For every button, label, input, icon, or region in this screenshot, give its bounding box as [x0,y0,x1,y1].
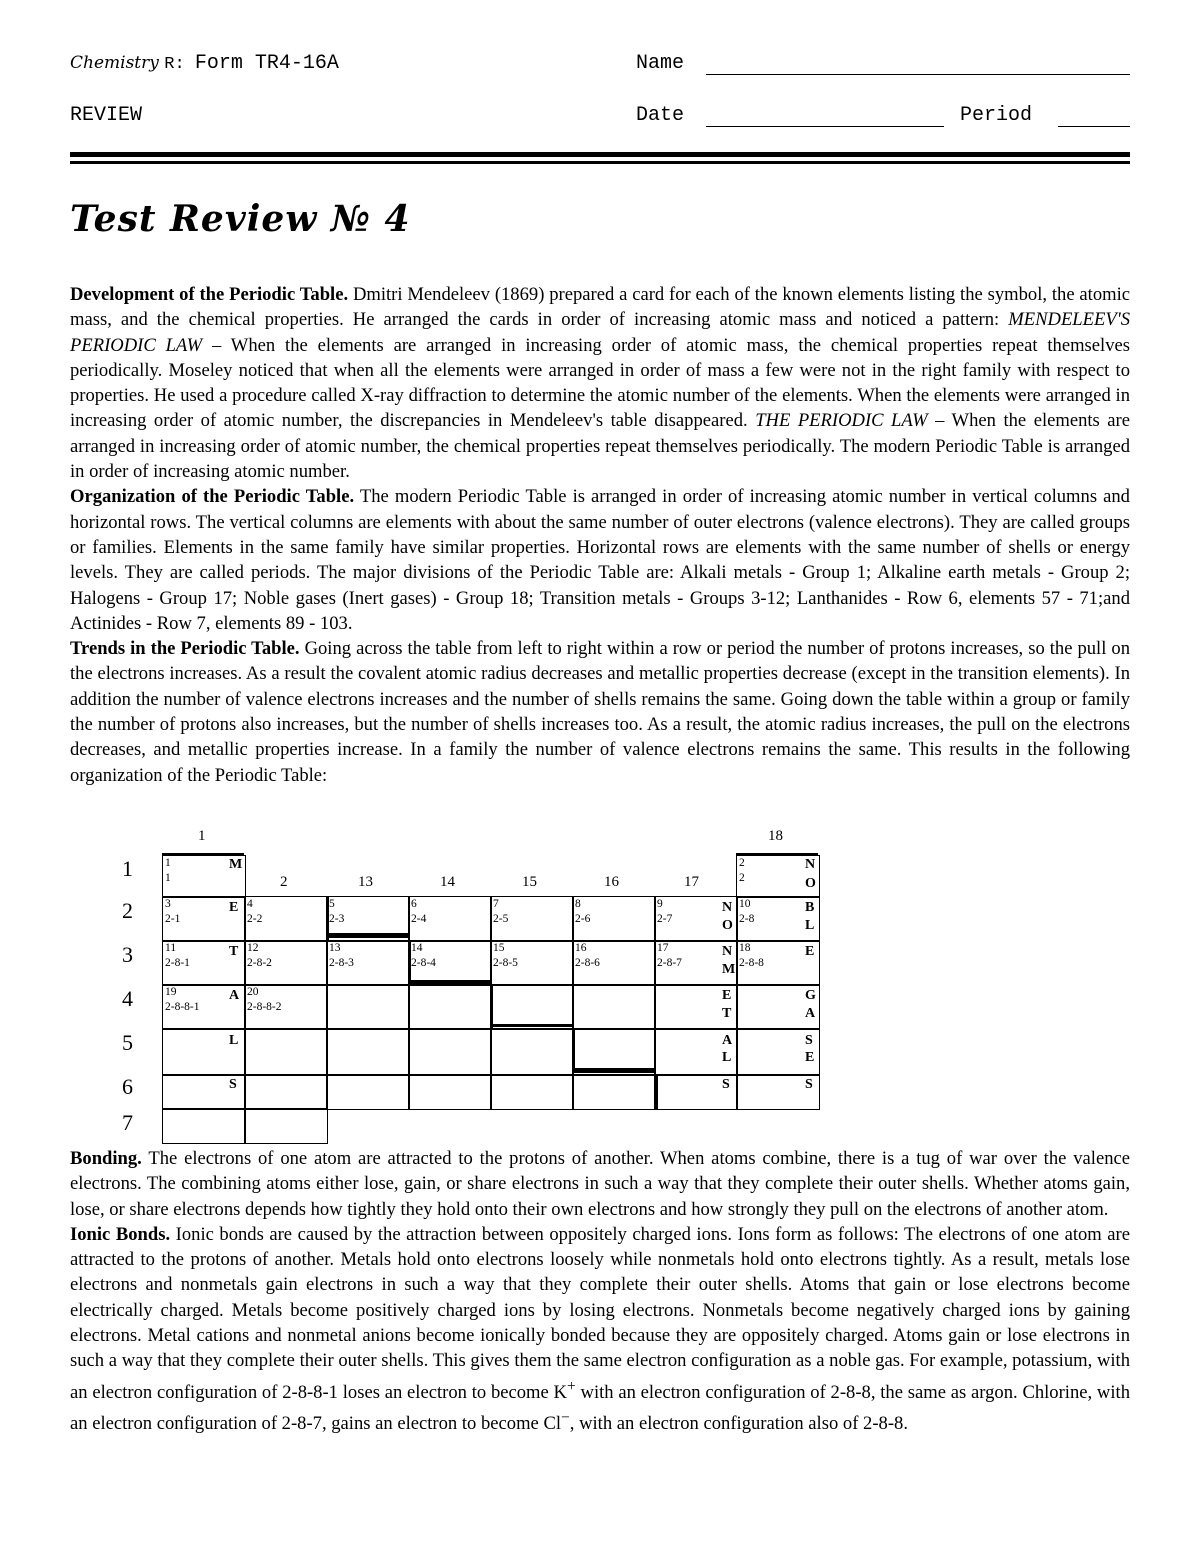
empty-cell [326,1074,410,1110]
atomic-number: 19 [165,986,177,998]
page-title: Test Review № 4 [70,198,411,240]
side-letter-nonmetals: M [722,962,736,977]
cl-minus-charge: − [561,1409,570,1427]
side-letter-nonmetals: E [722,988,732,1003]
element-cell-8 [572,896,656,942]
side-letter-nonmetals: L [722,1050,732,1065]
side-letter-metals: L [229,1033,239,1048]
atomic-number: 14 [411,942,423,954]
form-code: Form TR4-16A [194,52,339,75]
noble-boundary-top [736,853,818,856]
course-line: Chemistry R: Form TR4-16A [70,52,339,75]
atomic-number: 1 [165,857,171,869]
date-label: Date [636,104,685,127]
element-cell-7 [490,896,574,942]
atomic-number: 20 [247,986,259,998]
side-letter-noble-gases: S [805,1033,813,1048]
electron-configuration: 2 [739,872,745,884]
mendeleev-law: MENDELEEV'S PERIODIC LAW [70,309,1130,356]
side-letter-nonmetals: N [722,944,733,959]
atomic-number: 3 [165,898,171,910]
side-letter-nonmetals: N [722,900,733,915]
side-letter-noble-gases: A [805,1006,816,1021]
empty-cell [244,1028,328,1076]
metalloid-stair-4 [654,1074,658,1110]
period-label-2: 2 [122,898,133,923]
element-cell-6 [408,896,492,942]
electron-configuration: 1 [165,872,171,884]
electron-configuration: 2-3 [329,913,345,925]
electron-configuration: 2-8-1 [165,957,190,969]
electron-configuration: 2-8-8-2 [247,1001,282,1013]
atomic-number: 4 [247,898,253,910]
group-label-17: 17 [684,874,699,890]
metalloid-stair-8 [326,896,329,940]
side-letter-nonmetals: A [722,1033,733,1048]
electron-configuration: 2-2 [247,913,263,925]
electron-configuration: 2-4 [411,913,427,925]
atomic-number: 11 [165,942,177,954]
empty-cell [408,1074,492,1110]
organization-paragraph: Organization of the Periodic Table. The modern Periodic Table is arranged in order of increasing atomic number in vertical columns and horizontal rows. The vertical columns are elements with about the same number of outer electrons (valence electrons). They are called groups or families. Elements in the same family have similar properties. Horizontal rows are elements with the same number of shells or energy levels. They are called periods. The major divisions of the Periodic Table are: Alkali metals - Group 1; Alkaline earth metals - Group 2; Halogens - Group 17; Noble gases (Inert gases) - Group 18; Transition metals - Groups 3-12; Lanthanides - Row 6, elements 57 - 71;and Actinides - Row 7, elements 89 - 103. [70,486,1130,634]
group-label-15: 15 [522,874,537,890]
metalloid-stair-6 [490,984,493,1028]
course-label: Chemistry [70,53,165,73]
side-letter-noble-gases: N [805,857,816,872]
atomic-number: 6 [411,898,417,910]
side-letter-metals: A [229,988,240,1003]
periodic-law: THE PERIODIC LAW [755,410,928,432]
side-letter-noble-gases: O [805,876,816,891]
empty-cell [326,984,410,1030]
metalloid-stair-2 [490,1024,572,1027]
side-letter-noble-gases: L [805,918,815,933]
atomic-number: 8 [575,898,581,910]
metal-boundary-top [162,853,244,856]
element-cell-4 [244,896,328,942]
metalloid-stair-5 [408,940,411,984]
header-rule-thick [70,152,1130,157]
empty-cell [490,1074,574,1110]
element-cell-14 [408,940,492,986]
group-label-14: 14 [440,874,455,890]
group-label-13: 13 [358,874,373,890]
empty-cell [490,984,574,1030]
atomic-number: 18 [739,942,751,954]
period-label: Period [960,104,1033,127]
empty-cell [244,1108,328,1144]
atomic-number: 9 [657,898,663,910]
development-paragraph: Development of the Periodic Table. Dmitri Mendeleev (1869) prepared a card for each of the known elements listing the symbol, the atomic mass, and the chemical properties. He arranged the cards in order of increasing atomic mass and noticed a pattern: MENDELEEV'S PERIODIC LAW – When the elements are arranged in increasing order of atomic mass, the chemical properties repeat themselves periodically. Moseley noticed that when all the elements were arranged in order of mass a few were not in the right family with respect to properties. He used a procedure called X-ray diffraction to determine the atomic number of the elements. When the elements were arranged in increasing order of atomic number, the discrepancies in Mendeleev's table disappeared. THE PERIODIC LAW – When the elements are arranged in increasing order of atomic number, the chemical properties repeat themselves periodically. The modern Periodic Table is arranged in order of increasing atomic number. [70,284,1131,483]
empty-cell [572,1074,656,1110]
metalloid-stair-7 [572,1028,575,1072]
ionic-paragraph: Ionic Bonds. Ionic bonds are caused by the attraction between oppositely charged ions. Ions form as follows: The electrons of one atom are attracted to the protons of another. Metals hold onto electrons loosely while nonmetals hold onto electrons tightly. As a result, metals lose electrons and nonmetals gain electrons in such a way that they complete their outer shells. Atoms that gain or lose electrons become electrically charged. Metals become positively charged ions by losing electrons. Nonmetals become negatively charged ions by gaining electrons. Metal cations and nonmetal anions become ionically bonded because they are oppositely charged. Atoms gain or lose electrons in such a way that they complete their outer shells. This gives them the same electron configuration as a noble gas. For example, potassium, with an electron configuration of 2-8-8-1 loses an electron to become K+ with an electron configuration of 2-8-8, the same as argon. Chlorine, with an electron configuration of 2-8-7, gains an electron to become Cl−, with an electron configuration also of 2-8-8. [70,1223,1130,1435]
group-label-2: 2 [280,874,288,890]
electron-configuration: 2-8-4 [411,957,436,969]
metalloid-stair-0 [326,933,408,938]
element-cell-15 [490,940,574,986]
period-label-5: 5 [122,1030,133,1055]
metalloid-stair-1 [408,980,490,985]
period-label-4: 4 [122,986,133,1011]
electron-configuration: 2-8-8-1 [165,1001,200,1013]
group-label-1: 1 [198,828,206,844]
electron-configuration: 2-8 [739,913,755,925]
electron-configuration: 2-6 [575,913,591,925]
side-letter-noble-gases: G [805,988,816,1003]
side-letter-nonmetals: T [722,1006,732,1021]
group-label-16: 16 [604,874,619,890]
bonding-heading: Bonding. [70,1148,142,1169]
name-label: Name [636,52,685,75]
empty-cell [408,984,492,1030]
side-letter-metals: T [229,944,239,959]
side-letter-metals: E [229,900,239,915]
atomic-number: 16 [575,942,587,954]
name-field[interactable] [706,74,1130,75]
trends-paragraph: Trends in the Periodic Table. Going across the table from left to right within a row or period the number of protons increases, so the pull on the electrons increases. As a result the covalent atomic radius decreases and metallic properties decrease (except in the transition elements). In addition the number of valence electrons increases and the number of shells remains the same. Going down the table within a group or family the number of protons also increases, but the number of shells increases too. As a result, the atomic radius increases, the pull on the electrons decreases, and metallic properties increase. In a family the number of valence electrons remains the same. This results in the following organization of the Periodic Table: [70,638,1130,786]
electron-configuration: 2-8-7 [657,957,682,969]
side-letter-noble-gases: S [805,1077,813,1092]
side-letter-metals: M [229,857,243,872]
atomic-number: 10 [739,898,751,910]
development-heading: Development of the Periodic Table. [70,284,349,305]
element-cell-16 [572,940,656,986]
electron-configuration: 2-1 [165,913,181,925]
element-cell-12 [244,940,328,986]
side-letter-noble-gases: E [805,1050,815,1065]
period-field[interactable] [1058,126,1130,127]
atomic-number: 17 [657,942,669,954]
atomic-number: 15 [493,942,505,954]
electron-configuration: 2-8-8 [739,957,764,969]
element-cell-13 [326,940,410,986]
empty-cell [408,1028,492,1076]
electron-configuration: 2-8-6 [575,957,600,969]
empty-cell [162,1108,246,1144]
element-cell-20 [244,984,328,1030]
period-label-1: 1 [122,856,133,881]
ionic-heading: Ionic Bonds. [70,1223,171,1245]
review-label: REVIEW [70,104,143,127]
electron-configuration: 2-8-3 [329,957,354,969]
period-label-6: 6 [122,1074,133,1099]
organization-heading: Organization of the Periodic Table. [70,486,355,508]
atomic-number: 13 [329,942,341,954]
empty-cell [490,1028,574,1076]
empty-cell [244,1074,328,1110]
side-letter-noble-gases: E [805,944,815,959]
side-letter-metals: S [229,1077,237,1092]
metalloid-stair-3 [572,1068,654,1073]
empty-cell [326,1028,410,1076]
date-field[interactable] [706,126,944,127]
bonding-paragraph: Bonding. The electrons of one atom are attracted to the protons of another. When atoms combine, there is a tug of war over the valence electrons. The combining atoms either lose, gain, or share electrons in such a way that they complete their outer shells. Whether atoms gain, lose, or share electrons depends how tightly they hold onto their own electrons and how strongly they pull on the electrons of another atom. [70,1148,1130,1220]
atomic-number: 7 [493,898,499,910]
side-letter-nonmetals: O [722,918,733,933]
atomic-number: 12 [247,942,259,954]
electron-configuration: 2-5 [493,913,509,925]
electron-configuration: 2-8-2 [247,957,272,969]
empty-cell [572,984,656,1030]
atomic-number: 5 [329,898,335,910]
k-plus-charge: + [566,1377,576,1395]
header-rule-thin [70,161,1130,164]
period-label-7: 7 [122,1110,133,1135]
group-label-18: 18 [768,828,783,844]
side-letter-noble-gases: B [805,900,815,915]
prose-top [70,282,1130,788]
atomic-number: 2 [739,857,745,869]
side-letter-nonmetals: S [722,1077,730,1092]
electron-configuration: 2-7 [657,913,673,925]
prose-bottom [70,1146,1130,1437]
period-label-3: 3 [122,942,133,967]
trends-heading: Trends in the Periodic Table. [70,638,300,660]
electron-configuration: 2-8-5 [493,957,518,969]
